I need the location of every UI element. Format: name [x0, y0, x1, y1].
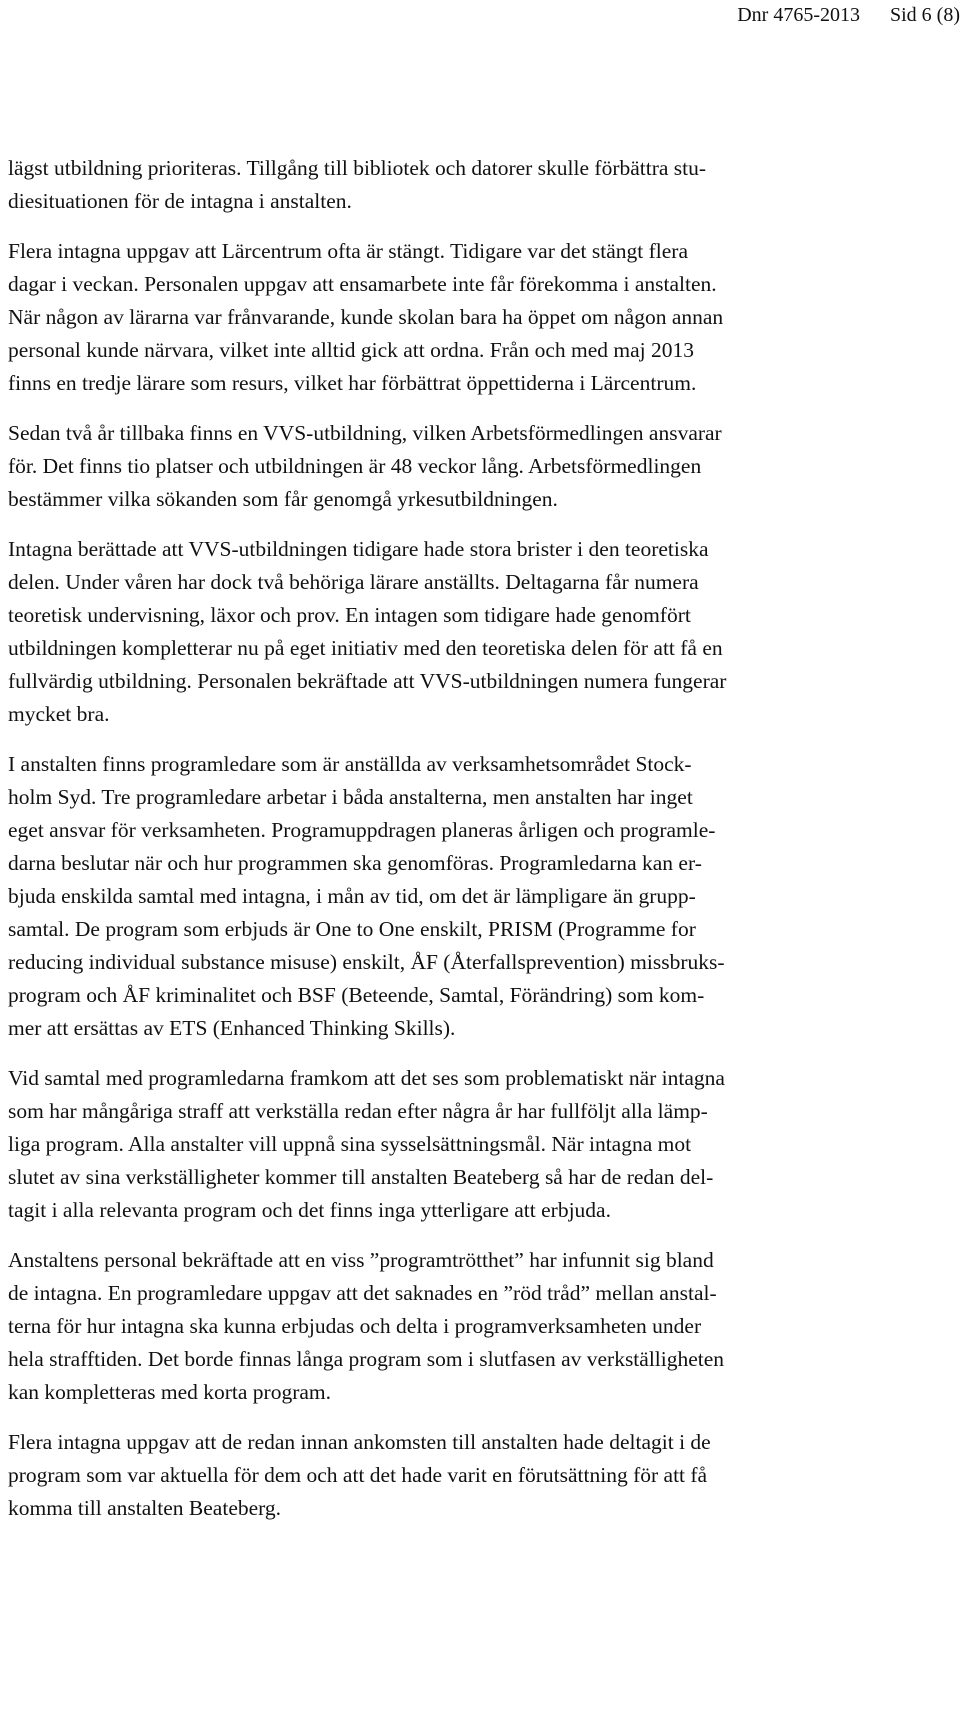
text-line: I anstalten finns programledare som är anställda av verksamhetsområdet Stock- — [8, 752, 692, 776]
text-line: Sedan två år tillbaka finns en VVS-utbildning, vilken Arbetsförmedlingen ansvarar — [8, 421, 722, 445]
text-line: för. Det finns tio platser och utbildningen är 48 veckor lång. Arbetsförmedlingen — [8, 454, 702, 478]
text-line: samtal. De program som erbjuds är One to One enskilt, PRISM (Programme for — [8, 917, 696, 941]
text-line: finns en tredje lärare som resurs, vilket har förbättrat öppettiderna i Lärcentrum. — [8, 371, 697, 395]
text-line: hela strafftiden. Det borde finnas långa program som i slutfasen av verkställigheten — [8, 1347, 725, 1371]
paragraph — [8, 1062, 948, 1227]
text-line: lägst utbildning prioriteras. Tillgång till bibliotek och datorer skulle förbättra stu- — [8, 156, 707, 180]
text-line: bjuda enskilda samtal med intagna, i mån av tid, om det är lämpligare än grupp- — [8, 884, 696, 908]
text-line: liga program. Alla anstalter vill uppnå sina sysselsättningsmål. När intagna mot — [8, 1132, 692, 1156]
text-line: Flera intagna uppgav att Lärcentrum ofta är stängt. Tidigare var det stängt flera — [8, 239, 689, 263]
text-line: som har mångåriga straff att verkställa redan efter några år har fullföljt alla lämp- — [8, 1099, 708, 1123]
text-line: diesituationen för de intagna i anstalten. — [8, 189, 352, 213]
text-line: de intagna. En programledare uppgav att det saknades en ”röd tråd” mellan anstal- — [8, 1281, 717, 1305]
text-line: terna för hur intagna ska kunna erbjudas och delta i programverksamheten under — [8, 1314, 702, 1338]
text-line: fullvärdig utbildning. Personalen bekräftade att VVS-utbildningen numera fungerar — [8, 669, 727, 693]
paragraph — [8, 1426, 948, 1525]
text-line: reducing individual substance misuse) enskilt, ÅF (Återfallsprevention) missbruks- — [8, 950, 725, 974]
text-line: teoretisk undervisning, läxor och prov. En intagen som tidigare hade genomfört — [8, 603, 691, 627]
text-line: slutet av sina verkställigheter kommer till anstalten Beateberg så har de redan del- — [8, 1165, 714, 1189]
paragraph — [8, 748, 948, 1045]
text-line: utbildningen kompletterar nu på eget initiativ med den teoretiska delen för att få en — [8, 636, 723, 660]
text-line: dagar i veckan. Personalen uppgav att ensamarbete inte får förekomma i anstalten. — [8, 272, 717, 296]
text-line: program som var aktuella för dem och att det hade varit en förutsättning för att få — [8, 1463, 708, 1487]
paragraph — [8, 152, 948, 218]
page-header — [560, 2, 960, 28]
paragraph — [8, 417, 948, 516]
text-line: bestämmer vilka sökanden som får genomgå yrkesutbildningen. — [8, 487, 558, 511]
text-line: darna beslutar när och hur programmen ska genomföras. Programledarna kan er- — [8, 851, 702, 875]
text-line: mycket bra. — [8, 702, 110, 726]
text-line: kan kompletteras med korta program. — [8, 1380, 331, 1404]
paragraph — [8, 1244, 948, 1409]
text-line: personal kunde närvara, vilket inte alltid gick att ordna. Från och med maj 2013 — [8, 338, 695, 362]
page-number: Sid 6 (8) — [890, 4, 960, 26]
text-line: Intagna berättade att VVS-utbildningen tidigare hade stora brister i den teoretiska — [8, 537, 709, 561]
text-line: delen. Under våren har dock två behöriga lärare anställts. Deltagarna får numera — [8, 570, 699, 594]
text-line: program och ÅF kriminalitet och BSF (Beteende, Samtal, Förändring) som kom- — [8, 983, 705, 1007]
text-line: eget ansvar för verksamheten. Programuppdragen planeras årligen och programle- — [8, 818, 716, 842]
text-line: komma till anstalten Beateberg. — [8, 1496, 282, 1520]
body-text — [8, 152, 948, 1542]
document-number: Dnr 4765-2013 — [737, 4, 860, 26]
text-line: tagit i alla relevanta program och det finns inga ytterligare att erbjuda. — [8, 1198, 611, 1222]
text-line: holm Syd. Tre programledare arbetar i båda anstalterna, men anstalten har inget — [8, 785, 693, 809]
text-line: Anstaltens personal bekräftade att en viss ”programtrötthet” har infunnit sig bland — [8, 1248, 714, 1272]
paragraph — [8, 235, 948, 400]
paragraph — [8, 533, 948, 731]
text-line: Flera intagna uppgav att de redan innan ankomsten till anstalten hade deltagit i de — [8, 1430, 711, 1454]
text-line: mer att ersättas av ETS (Enhanced Thinking Skills). — [8, 1016, 456, 1040]
text-line: Vid samtal med programledarna framkom att det ses som problematiskt när intagna — [8, 1066, 725, 1090]
text-line: När någon av lärarna var frånvarande, kunde skolan bara ha öppet om någon annan — [8, 305, 724, 329]
